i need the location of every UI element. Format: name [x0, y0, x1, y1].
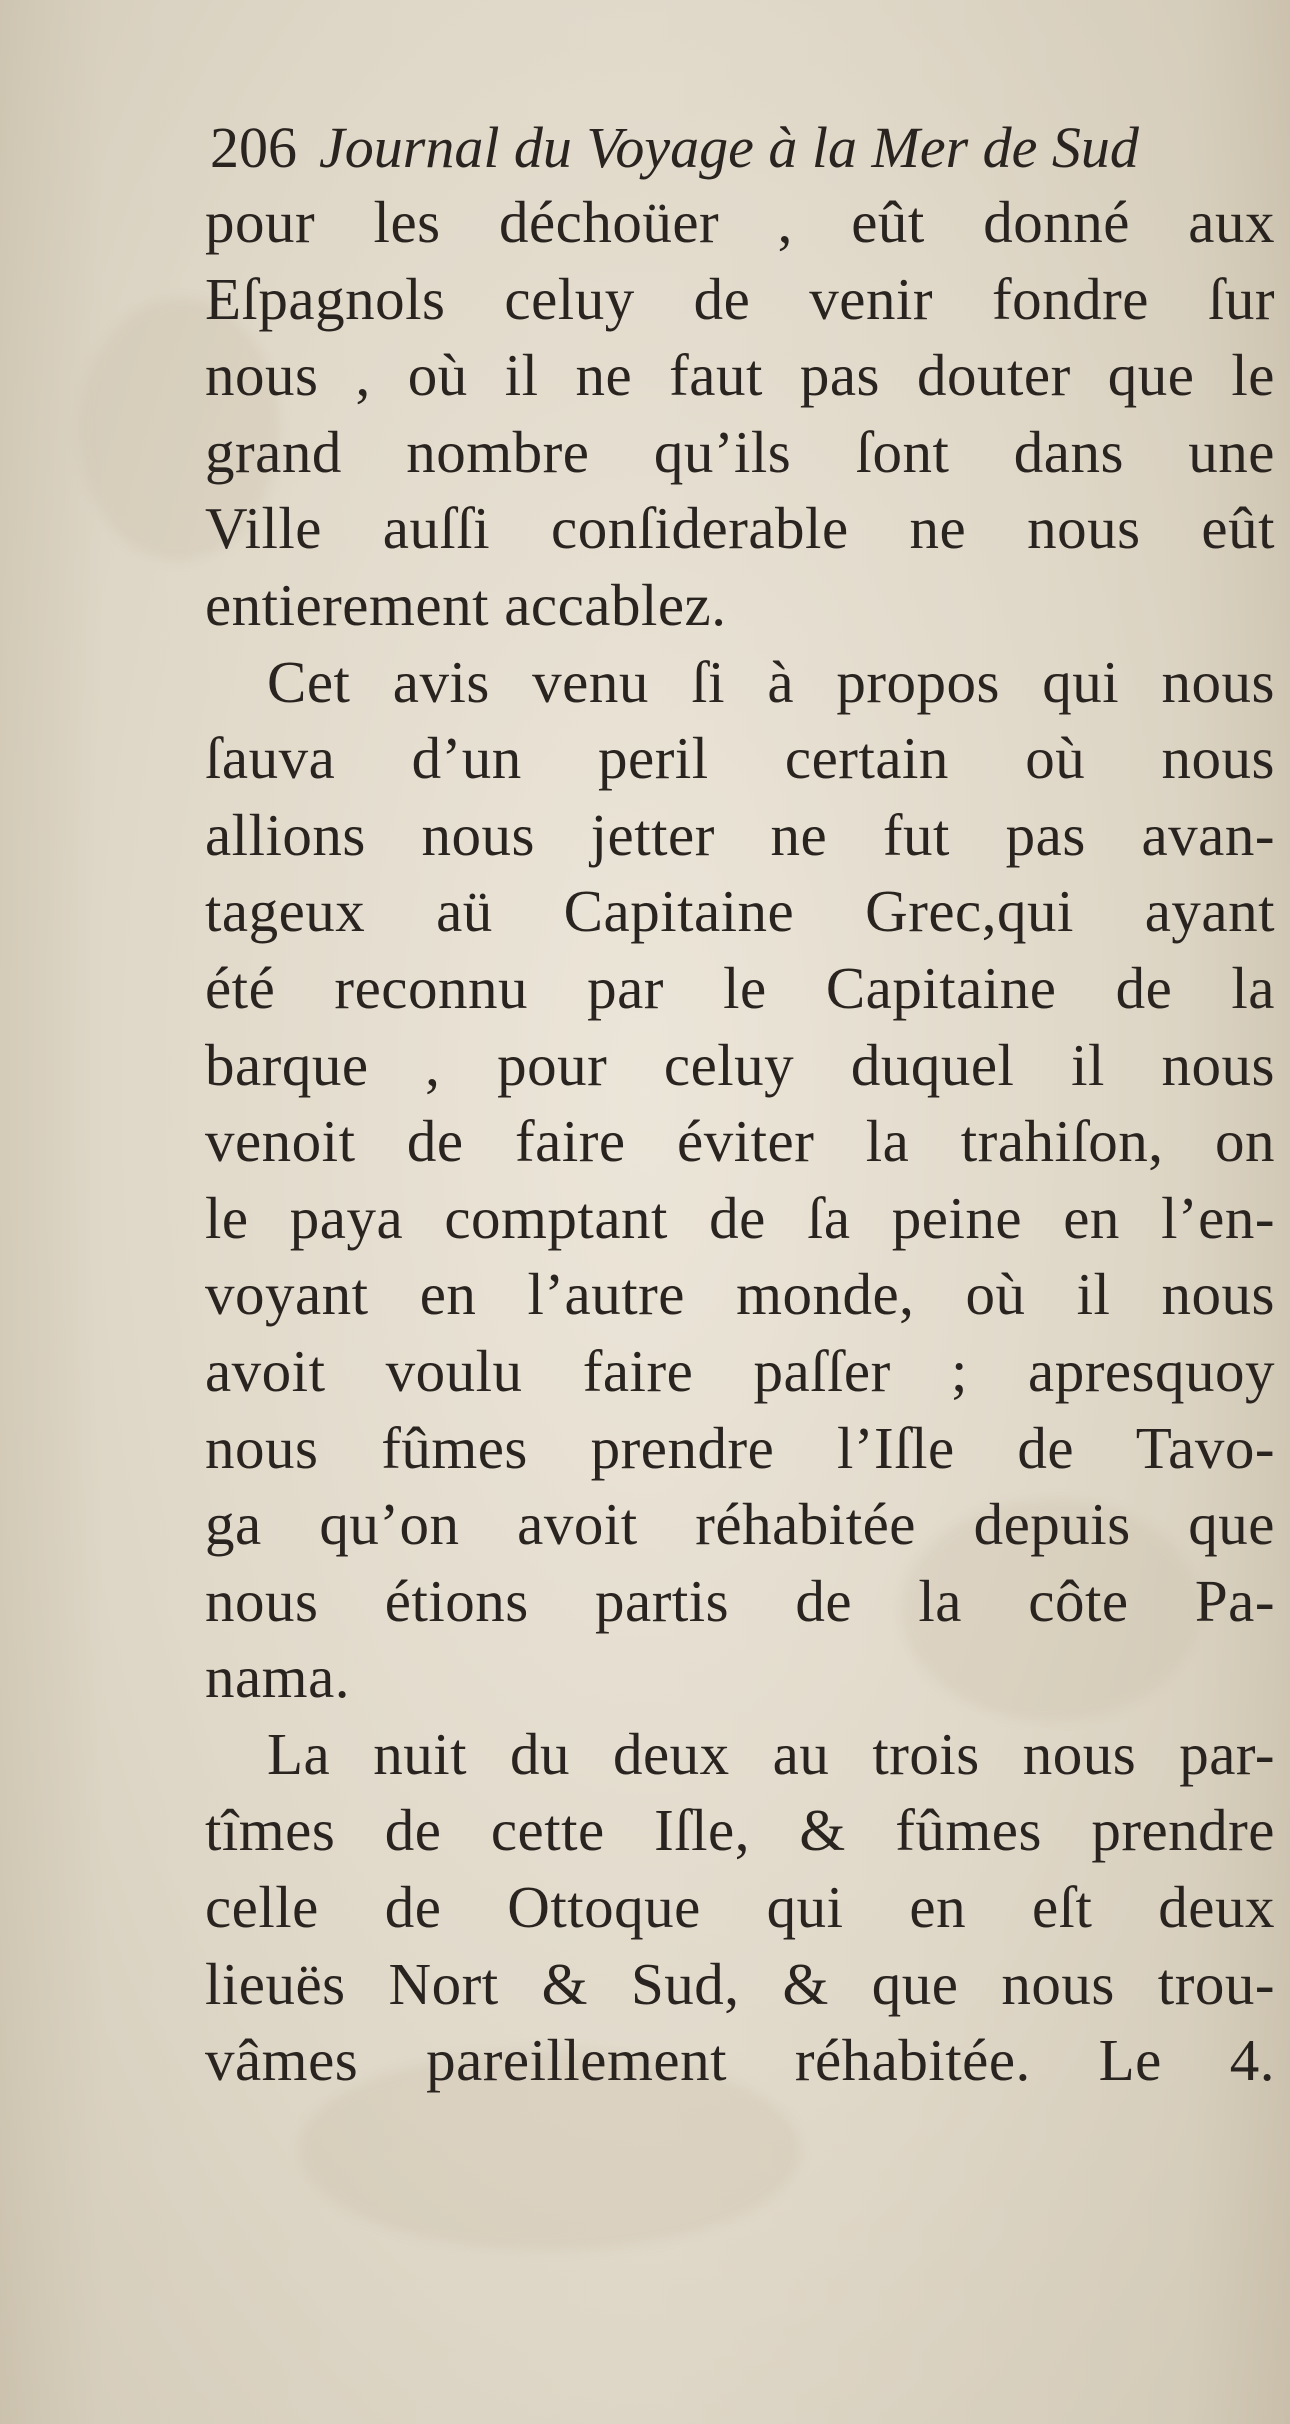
text-line: été reconnu par le Capitaine de la — [205, 954, 1275, 1021]
text-line: voyant en l’autre monde, où il nous — [205, 1261, 1275, 1328]
text-line: Eſpagnols celuy de venir fondre ſur — [205, 265, 1275, 332]
text-line: La nuit du deux au trois nous par- — [267, 1720, 1275, 1787]
body-text — [205, 184, 1275, 2099]
text-line: grand nombre qu’ils ſont dans une — [205, 418, 1275, 485]
text-line: Ville auſſi conſiderable ne nous eût — [205, 495, 1275, 562]
text-line: barque , pour celuy duquel il nous — [205, 1031, 1275, 1098]
text-line: le paya comptant de ſa peine en l’en- — [205, 1184, 1275, 1251]
text-line: pour les déchoüer , eût donné aux — [205, 189, 1275, 255]
text-line: nous , où il ne faut pas douter que le — [205, 342, 1275, 409]
text-line: vâmes pareillement réhabitée. Le 4. — [205, 2027, 1275, 2094]
text-line: ſauva d’un peril certain où nous — [205, 725, 1275, 792]
text-line: ga qu’on avoit réhabitée depuis que — [205, 1491, 1275, 1558]
text-line: entierement accablez. — [205, 571, 727, 638]
text-line: nous fûmes prendre l’Iſle de Tavo- — [205, 1414, 1275, 1481]
text-line: nous étions partis de la côte Pa- — [205, 1567, 1275, 1634]
text-line: venoit de faire éviter la trahiſon, on — [205, 1108, 1275, 1175]
text-line: Cet avis venu ſi à propos qui nous — [267, 648, 1275, 715]
text-line: avoit voulu faire paſſer ; apresquoy — [205, 1337, 1275, 1404]
page-number: 206 — [210, 115, 297, 180]
page-header — [210, 108, 1290, 188]
text-line: tageux aü Capitaine Grec,qui ayant — [205, 878, 1275, 945]
text-line: allions nous jetter ne fut pas avan- — [205, 801, 1275, 868]
text-line: tîmes de cette Iſle, & fûmes prendre — [205, 1797, 1275, 1864]
text-line: celle de Ottoque qui en eſt deux — [205, 1874, 1275, 1941]
running-title: Journal du Voyage à la Mer de Sud — [319, 115, 1139, 180]
text-line: lieuës Nort & Sud, & que nous trou- — [205, 1950, 1275, 2017]
text-line: nama. — [205, 1644, 351, 1711]
